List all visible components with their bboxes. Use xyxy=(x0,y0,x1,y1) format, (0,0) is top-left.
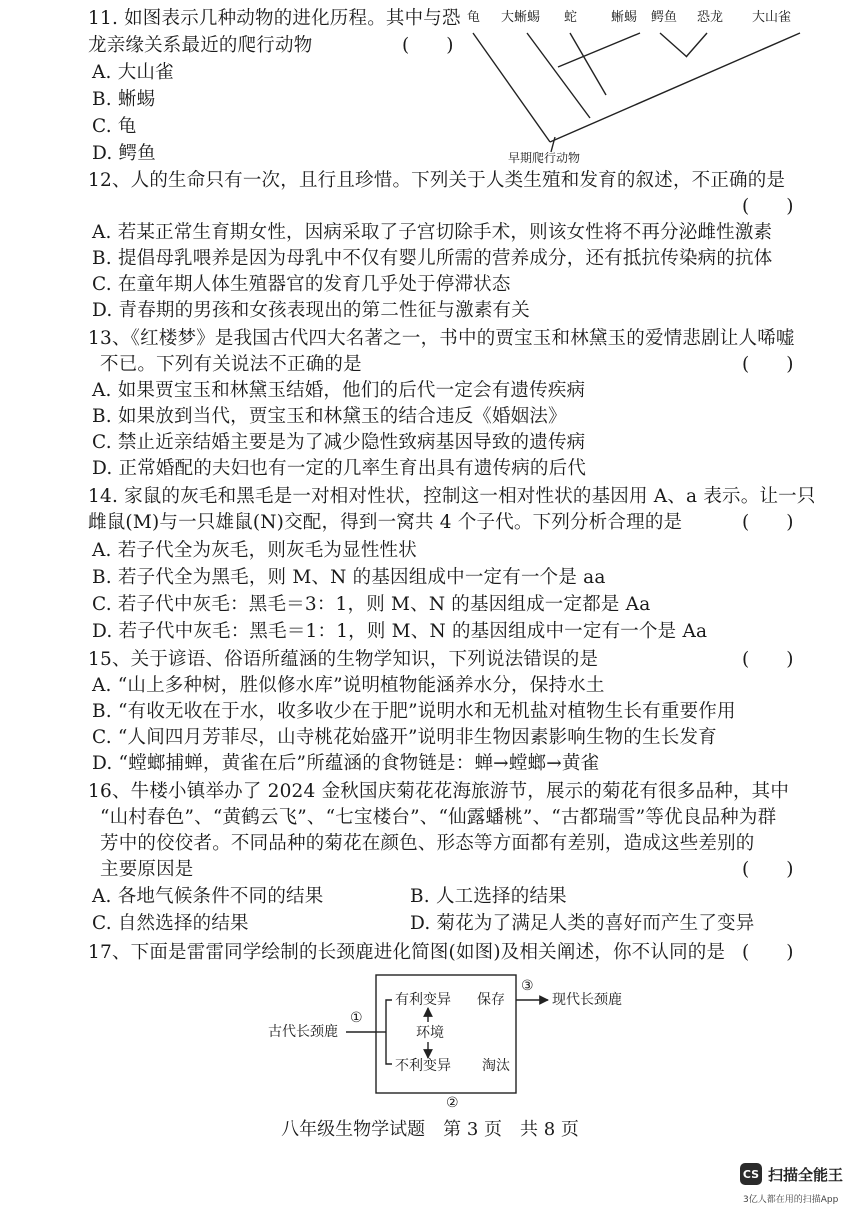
scanner-tagline: 3亿人都在用的扫描App xyxy=(743,1195,839,1205)
q11-option-a: A. 大山雀 xyxy=(92,62,174,83)
diagram-step2: ② xyxy=(446,1095,459,1111)
q14-option-a: A. 若子代全为灰毛，则灰毛为显性性状 xyxy=(92,540,417,561)
q13-option-c: C. 禁止近亲结婚主要是为了减少隐性致病基因导致的遗传病 xyxy=(92,432,586,453)
tree-label-snake: 蛇 xyxy=(564,10,578,25)
q14-answer-paren: ( ) xyxy=(742,512,794,533)
tree-label-tit: 大山雀 xyxy=(752,10,792,25)
q11-stem-line1: 11. 如图表示几种动物的进化历程。其中与恐 xyxy=(88,8,461,29)
q15-stem: 15、关于谚语、俗语所蕴涵的生物学知识，下列说法错误的是 xyxy=(88,649,599,670)
scanner-logo xyxy=(740,1163,843,1185)
tree-label-tuatara: 大蜥蜴 xyxy=(501,10,541,25)
q14-option-b: B. 若子代全为黑毛，则 M、N 的基因组成中一定有一个是 aa xyxy=(92,567,606,588)
q11-option-d: D. 鳄鱼 xyxy=(92,143,156,164)
q13-option-b: B. 如果放到当代，贾宝玉和林黛玉的结合违反《婚姻法》 xyxy=(92,406,567,427)
q16-stem-line4: 主要原因是 xyxy=(100,859,194,880)
q16-stem-line2: “山村春色”、“黄鹤云飞”、“七宝楼台”、“仙露蟠桃”、“古都瑞雪”等优良品种为群 xyxy=(100,807,777,828)
q15-option-c: C. “人间四月芳菲尽，山寺桃花始盛开”说明非生物因素影响生物的生长发育 xyxy=(92,727,717,748)
q15-option-a: A. “山上多种树，胜似修水库”说明植物能涵养水分，保持水土 xyxy=(92,675,605,696)
page-footer: 八年级生物学试题 第 3 页 共 8 页 xyxy=(281,1119,579,1140)
diagram-preserve: 保存 xyxy=(477,992,505,1008)
q16-option-c: C. 自然选择的结果 xyxy=(92,913,249,934)
q16-answer-paren: ( ) xyxy=(742,859,794,880)
q11-option-b: B. 蜥蜴 xyxy=(92,89,156,110)
tree-root-label: 早期爬行动物 xyxy=(508,151,581,165)
q17-stem: 17、下面是雷雷同学绘制的长颈鹿进化简图(如图)及相关阐述，你不认同的是 xyxy=(88,942,726,963)
tree-label-lizard: 蜥蜴 xyxy=(611,10,638,25)
q11-answer-paren: ( ) xyxy=(402,35,454,56)
q13-stem-line2: 不已。下列有关说法不正确的是 xyxy=(100,354,362,375)
diagram-environment: 环境 xyxy=(416,1025,444,1041)
q12-option-a: A. 若某正常生育期女性，因病采取了子宫切除手术，则该女性将不再分泌雌性激素 xyxy=(92,222,773,243)
q11-stem-line2: 龙亲缘关系最近的爬行动物 xyxy=(88,35,313,56)
q13-option-a: A. 如果贾宝玉和林黛玉结婚，他们的后代一定会有遗传疾病 xyxy=(92,380,586,401)
q14-option-d: D. 若子代中灰毛：黑毛＝1：1，则 M、N 的基因组成中一定有一个是 Aa xyxy=(92,621,708,642)
q14-stem-line2: 雌鼠(M)与一只雄鼠(N)交配，得到一窝共 4 个子代。下列分析合理的是 xyxy=(88,512,683,533)
diagram-ancient-giraffe: 古代长颈鹿 xyxy=(268,1024,338,1040)
q12-option-d: D. 青春期的男孩和女孩表现出的第二性征与激素有关 xyxy=(92,300,530,321)
q16-stem-line3: 芳中的佼佼者。不同品种的菊花在颜色、形态等方面都有差别，造成这些差别的 xyxy=(100,833,755,854)
tree-label-dinosaur: 恐龙 xyxy=(697,10,724,25)
diagram-step3: ③ xyxy=(521,978,534,994)
q15-option-d: D. “螳螂捕蝉，黄雀在后”所蕴涵的食物链是：蝉→螳螂→黄雀 xyxy=(92,753,600,774)
diagram-favorable-variation: 有利变异 xyxy=(395,992,451,1008)
tree-label-crocodile: 鳄鱼 xyxy=(651,10,678,25)
q17-answer-paren: ( ) xyxy=(742,942,794,963)
q12-stem: 12、人的生命只有一次，且行且珍惜。下列关于人类生殖和发育的叙述，不正确的是 xyxy=(88,170,786,191)
q15-option-b: B. “有收无收在于水，收多收少在于肥”说明水和无机盐对植物生长有重要作用 xyxy=(92,701,736,722)
q14-option-c: C. 若子代中灰毛：黑毛＝3：1，则 M、N 的基因组成一定都是 Aa xyxy=(92,594,651,615)
q11-option-c: C. 龟 xyxy=(92,116,137,137)
q15-answer-paren: ( ) xyxy=(742,649,794,670)
q12-answer-paren: ( ) xyxy=(742,196,794,217)
q16-option-b: B. 人工选择的结果 xyxy=(410,886,567,907)
cs-logo-icon: CS xyxy=(740,1163,762,1185)
q12-option-b: B. 提倡母乳喂养是因为母乳中不仅有婴儿所需的营养成分，还有抵抗传染病的抗体 xyxy=(92,248,773,269)
diagram-eliminate: 淘汰 xyxy=(482,1058,510,1074)
q13-answer-paren: ( ) xyxy=(742,354,794,375)
tree-label-turtle: 龟 xyxy=(467,10,481,25)
diagram-modern-giraffe: 现代长颈鹿 xyxy=(552,992,622,1008)
scanner-app-name: 扫描全能王 xyxy=(768,1165,844,1184)
diagram-unfavorable-variation: 不利变异 xyxy=(395,1058,451,1074)
q16-option-d: D. 菊花为了满足人类的喜好而产生了变异 xyxy=(410,913,755,934)
q16-stem-line1: 16、牛楼小镇举办了 2024 金秋国庆菊花花海旅游节，展示的菊花有很多品种，其中 xyxy=(88,781,790,802)
q13-stem-line1: 13、《红楼梦》是我国古代四大名著之一，书中的贾宝玉和林黛玉的爱情悲剧让人唏嘘 xyxy=(88,328,795,349)
q12-option-c: C. 在童年期人体生殖器官的发育几乎处于停滞状态 xyxy=(92,274,511,295)
q14-stem-line1: 14. 家鼠的灰毛和黑毛是一对相对性状，控制这一相对性状的基因用 A、a 表示。让一只 xyxy=(88,486,816,507)
diagram-step1: ① xyxy=(350,1010,363,1026)
q16-option-a: A. 各地气候条件不同的结果 xyxy=(92,886,324,907)
q13-option-d: D. 正常婚配的夫妇也有一定的几率生育出具有遗传病的后代 xyxy=(92,458,587,479)
